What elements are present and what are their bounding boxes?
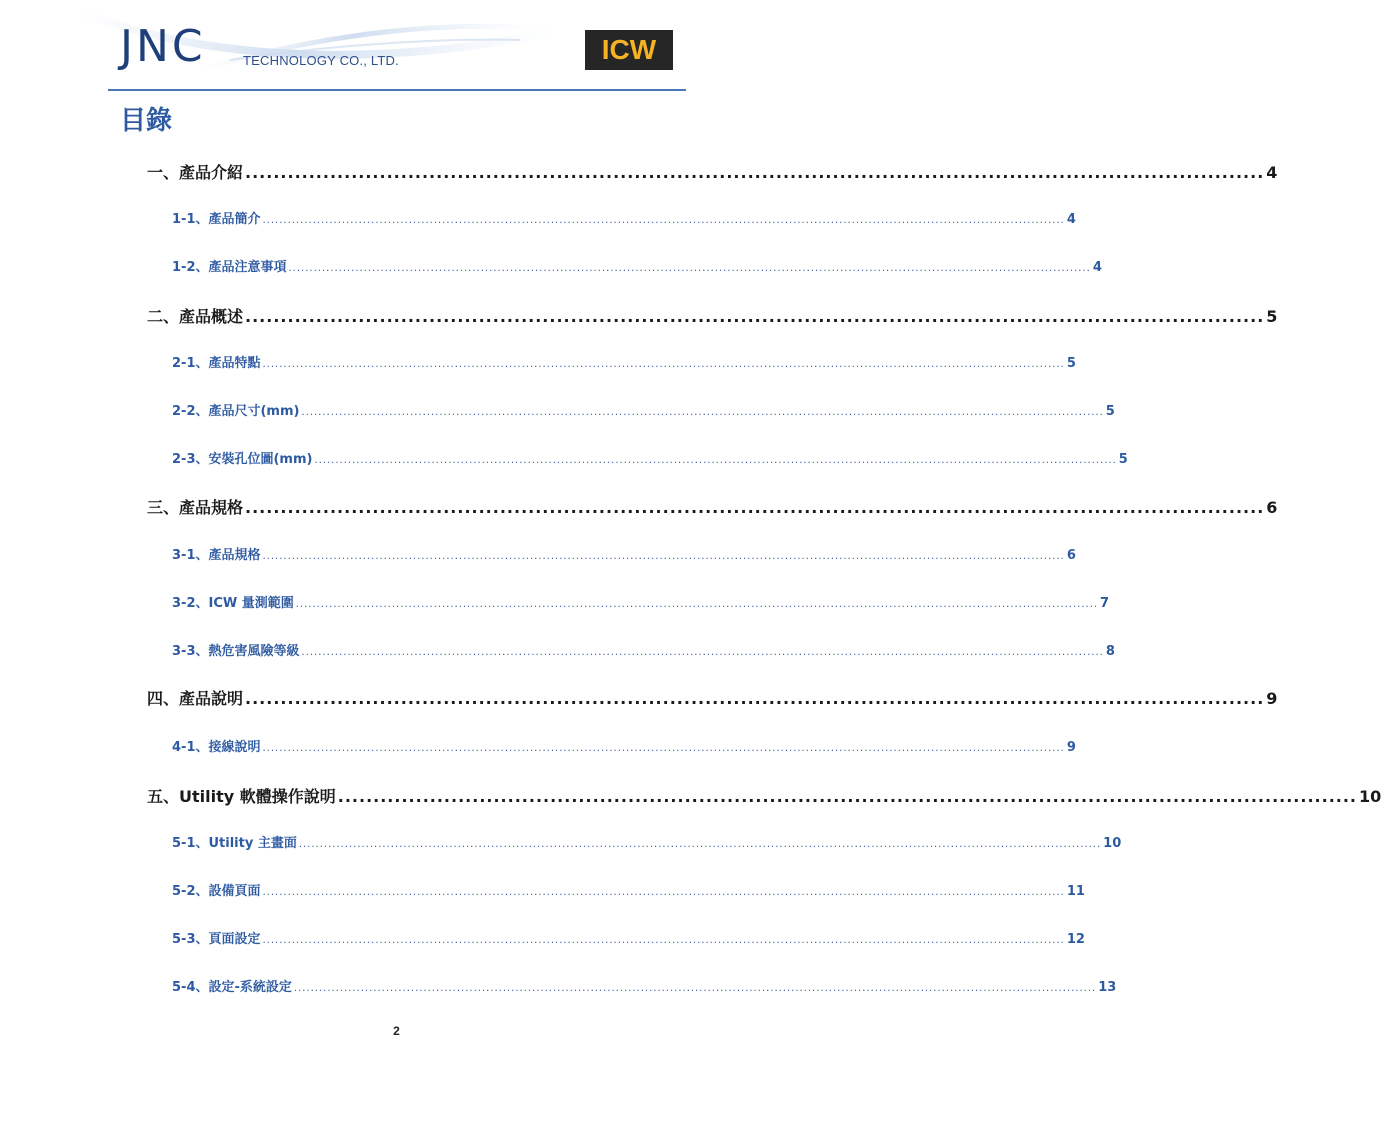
- toc-entry-text: 三、產品規格: [147, 498, 244, 517]
- toc-entry-page: 4: [1092, 260, 1102, 275]
- toc-leader-dots: ................................................................................................................................................: [245, 498, 1265, 517]
- toc-entry-page: 7: [1100, 596, 1110, 611]
- toc-leader-dots: ................................................................................................................................................................................................: [262, 743, 1065, 754]
- toc-entry-text: 五、Utility 軟體操作說明: [147, 787, 336, 806]
- toc-entry-page: 11: [1066, 884, 1085, 899]
- toc-entry-page: 8: [1105, 644, 1115, 659]
- toc-entry-subsection[interactable]: [172, 736, 1076, 755]
- company-logo: JNC: [120, 21, 206, 72]
- toc-entry-section[interactable]: [147, 160, 1278, 182]
- toc-leader-dots: ................................................................................................................................................................................................: [262, 215, 1065, 226]
- toc-entry-text: 5-4、設定-系統設定: [172, 980, 292, 995]
- toc-entry-page: 9: [1066, 740, 1076, 755]
- toc-leader-dots: ................................................................................................................................................................................................: [262, 935, 1065, 946]
- toc-entry-text: 1-2、產品注意事項: [172, 260, 287, 275]
- toc-entry-section[interactable]: [147, 784, 1381, 806]
- toc-entry-text: 5-1、Utility 主畫面: [172, 836, 297, 851]
- toc-leader-dots: ................................................................................................................................................................................................: [301, 647, 1104, 658]
- toc-leader-dots: ................................................................................................................................................: [245, 163, 1265, 182]
- toc-entry-subsection[interactable]: [172, 448, 1128, 467]
- toc-entry-page: 13: [1098, 980, 1117, 995]
- page-header: [0, 0, 793, 95]
- toc-entry-subsection[interactable]: [172, 400, 1115, 419]
- toc-leader-dots: ................................................................................................................................................................................................: [301, 407, 1104, 418]
- toc-entry-page: 5: [1266, 307, 1278, 326]
- toc-leader-dots: ................................................................................................................................................................................................: [314, 455, 1117, 466]
- toc-leader-dots: ................................................................................................................................................: [245, 307, 1265, 326]
- toc-entry-text: 3-3、熱危害風險等級: [172, 644, 300, 659]
- toc-entry-text: 5-2、設備頁面: [172, 884, 261, 899]
- toc-entry-text: 2-1、產品特點: [172, 356, 261, 371]
- toc-entry-subsection[interactable]: [172, 544, 1076, 563]
- toc-title: 目錄: [120, 106, 173, 136]
- header-divider: [108, 89, 686, 91]
- toc-entry-page: 5: [1118, 452, 1128, 467]
- toc-leader-dots: ................................................................................................................................................................................................: [295, 599, 1099, 610]
- toc-leader-dots: ................................................................................................................................................................................................: [262, 359, 1065, 370]
- toc-entry-text: 一、產品介紹: [147, 163, 244, 182]
- toc-leader-dots: ................................................................................................................................................................................................: [262, 887, 1065, 898]
- toc-leader-dots: ................................................................................................................................................................................................: [288, 263, 1091, 274]
- toc-entry-subsection[interactable]: [172, 352, 1076, 371]
- toc-entry-subsection[interactable]: [172, 256, 1102, 275]
- toc-entry-page: 4: [1266, 163, 1278, 182]
- company-subtitle: TECHNOLOGY CO., LTD.: [243, 53, 399, 68]
- toc-entry-text: 2-2、產品尺寸(mm): [172, 404, 300, 419]
- toc-entry-section[interactable]: [147, 495, 1278, 517]
- toc-entry-subsection[interactable]: [172, 928, 1085, 947]
- toc-entry-text: 二、產品概述: [147, 307, 244, 326]
- toc-leader-dots: ................................................................................................................................................: [245, 689, 1265, 708]
- toc-entry-page: 5: [1105, 404, 1115, 419]
- toc-entry-subsection[interactable]: [172, 976, 1117, 995]
- toc-entry-section[interactable]: [147, 686, 1278, 708]
- toc-entry-page: 10: [1103, 836, 1122, 851]
- toc-entry-page: 6: [1266, 498, 1278, 517]
- toc-leader-dots: ................................................................................................................................................................................................: [293, 983, 1097, 994]
- toc-entry-subsection[interactable]: [172, 880, 1085, 899]
- toc-entry-page: 12: [1066, 932, 1085, 947]
- toc-leader-dots: ................................................................................................................................................................................................: [262, 551, 1065, 562]
- toc-entry-page: 6: [1066, 548, 1076, 563]
- toc-entry-section[interactable]: [147, 304, 1278, 326]
- header-swoosh-graphic: [0, 0, 793, 95]
- toc-entry-subsection[interactable]: [172, 832, 1122, 851]
- toc-entry-subsection[interactable]: [172, 208, 1076, 227]
- toc-entry-text: 1-1、產品簡介: [172, 212, 261, 227]
- toc-entry-page: 4: [1066, 212, 1076, 227]
- toc-entry-text: 5-3、頁面設定: [172, 932, 261, 947]
- toc-entry-page: 5: [1066, 356, 1076, 371]
- toc-entry-page: 9: [1266, 689, 1278, 708]
- page-number: 2: [393, 1024, 400, 1038]
- toc-entry-text: 四、產品說明: [147, 689, 244, 708]
- toc-entry-text: 3-2、ICW 量測範圍: [172, 596, 294, 611]
- toc-entry-page: 10: [1359, 787, 1381, 806]
- toc-entry-text: 2-3、安裝孔位圖(mm): [172, 452, 313, 467]
- toc-entry-text: 4-1、接線說明: [172, 740, 261, 755]
- toc-leader-dots: ................................................................................................................................................................................................: [298, 839, 1102, 850]
- toc-entry-subsection[interactable]: [172, 640, 1115, 659]
- toc-entry-subsection[interactable]: [172, 592, 1110, 611]
- toc-entry-text: 3-1、產品規格: [172, 548, 261, 563]
- toc-leader-dots: ................................................................................................................................................: [337, 787, 1357, 806]
- product-badge: ICW: [585, 30, 673, 70]
